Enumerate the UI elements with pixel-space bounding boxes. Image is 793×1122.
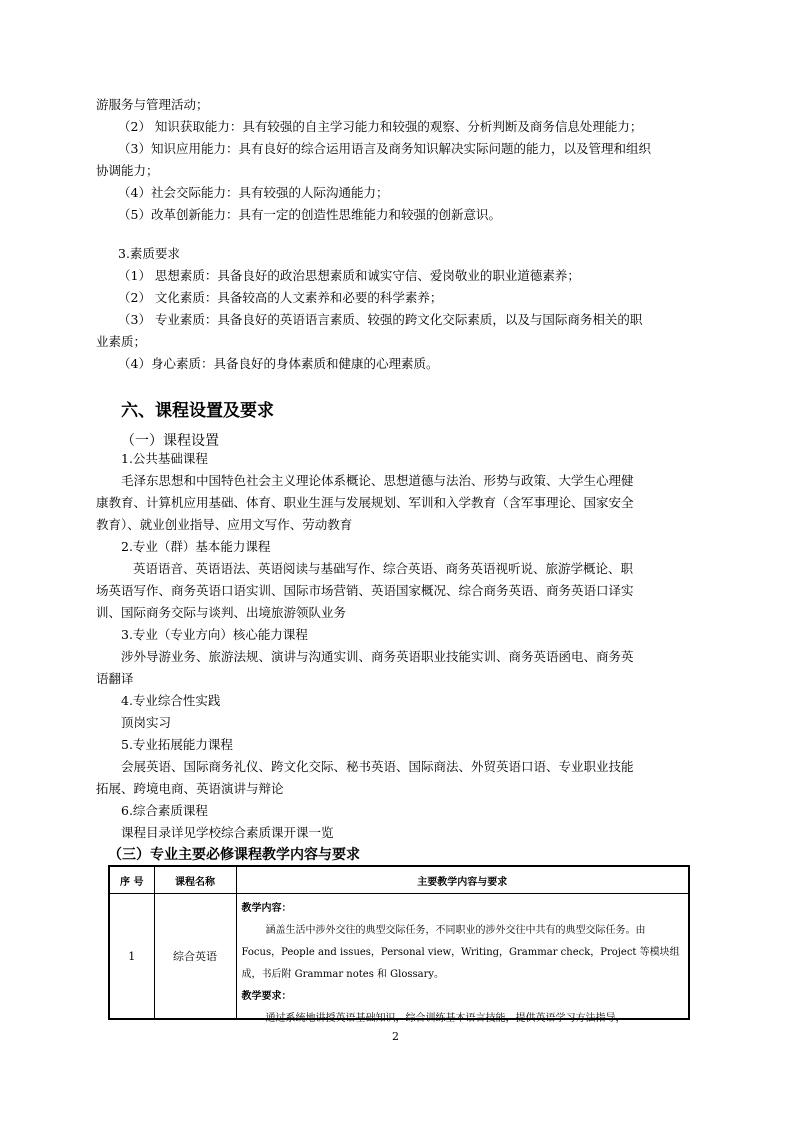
course-category: 6.综合素质课程	[121, 803, 208, 818]
text-line: 协调能力；	[96, 163, 159, 178]
table-header: 序 号	[109, 866, 154, 894]
text-line: 顶岗实习	[121, 715, 172, 730]
row-number: 1	[109, 894, 154, 1020]
text-line: （2） 文化素质：具备较高的人文素养和必要的科学素养；	[118, 290, 443, 305]
text-line: 涉外导游业务、旅游法规、演讲与沟通实训、商务英语职业技能实训、商务英语函电、商务英	[121, 649, 634, 664]
course-category: 2.专业（群）基本能力课程	[121, 539, 271, 554]
table-header: 主要教学内容与要求	[236, 866, 689, 894]
content-label: 教学内容：	[241, 903, 292, 914]
text-line: （1） 思想素质：具备良好的政治思想素质和诚实守信、爱岗敬业的职业道德素养；	[118, 268, 580, 283]
course-content	[236, 894, 689, 1024]
text-line: （3）知识应用能力：具有良好的综合运用语言及商务知识解决实际问题的能力，以及管理和组织	[118, 141, 651, 156]
requirement-text: 通过系统地讲授英语基础知识，综合训练基本语言技能，提供英语学习方法指导，	[265, 1013, 626, 1024]
requirement-label: 教学要求：	[241, 991, 292, 1002]
quality-heading: 3.素质要求	[118, 246, 180, 261]
course-name: 综合英语	[154, 894, 236, 1020]
subsection-title: （一）课程设置	[121, 433, 219, 449]
text-line: 康教育、计算机应用基础、体育、职业生涯与发展规划、军训和入学教育（含军事理论、国家安全	[96, 495, 634, 510]
text-line: 游服务与管理活动；	[96, 97, 209, 112]
course-category: 1.公共基础课程	[121, 451, 208, 466]
text-line: （4）社会交际能力：具有较强的人际沟通能力；	[118, 185, 389, 200]
table-header-row	[109, 866, 689, 894]
section-title: 六、课程设置及要求	[121, 401, 274, 421]
text-line: （2） 知识获取能力：具有较强的自主学习能力和较强的观察、分析判断及商务信息处理能力；	[118, 119, 643, 134]
text-line: 语翻译	[96, 671, 134, 686]
text-line: （5）改革创新能力：具有一定的创造性思维能力和较强的创新意识。	[118, 207, 501, 222]
course-category: 3.专业（专业方向）核心能力课程	[121, 627, 308, 642]
text-line: 英语语音、英语语法、英语阅读与基础写作、综合英语、商务英语视听说、旅游学概论、职	[133, 561, 634, 576]
text-line: 训、国际商务交际与谈判、出境旅游领队业务	[96, 605, 347, 620]
course-category: 5.专业拓展能力课程	[121, 737, 233, 752]
table-row	[109, 894, 689, 1020]
page-number: 2	[392, 1030, 399, 1043]
content-text: 涵盖生活中涉外交往的典型交际任务，不同职业的涉外交往中共有的典型交际任务。由 Focus，People and issues，Personal view，Writing，Grammar check，Project 等模块组成，书后附 Grammar notes 和 Glossary。	[241, 925, 680, 980]
course-category: 4.专业综合性实践	[121, 693, 221, 708]
table-header: 课程名称	[154, 866, 236, 894]
text-line: 拓展、跨境电商、英语演讲与辩论	[96, 781, 284, 796]
text-line: 教育）、就业创业指导、应用文写作、劳动教育	[96, 517, 353, 532]
text-line: 业素质；	[96, 334, 147, 349]
text-line: 毛泽东思想和中国特色社会主义理论体系概论、思想道德与法治、形势与政策、大学生心理健	[121, 473, 634, 488]
course-table	[108, 865, 690, 1024]
text-line: 课程目录详见学校综合素质课开课一览	[121, 825, 334, 840]
text-line: 场英语写作、商务英语口语实训、国际市场营销、英语国家概况、综合商务英语、商务英语口译实	[96, 583, 634, 598]
text-line: （4）身心素质：具备良好的身体素质和健康的心理素质。	[118, 356, 439, 371]
text-line: （3） 专业素质：具备良好的英语语言素质、较强的跨文化交际素质，以及与国际商务相关的职	[118, 312, 643, 327]
subsection-title: （三）专业主要必修课程教学内容与要求	[108, 847, 360, 863]
text-line: 会展英语、国际商务礼仪、跨文化交际、秘书英语、国际商法、外贸英语口语、专业职业技能	[121, 759, 634, 774]
